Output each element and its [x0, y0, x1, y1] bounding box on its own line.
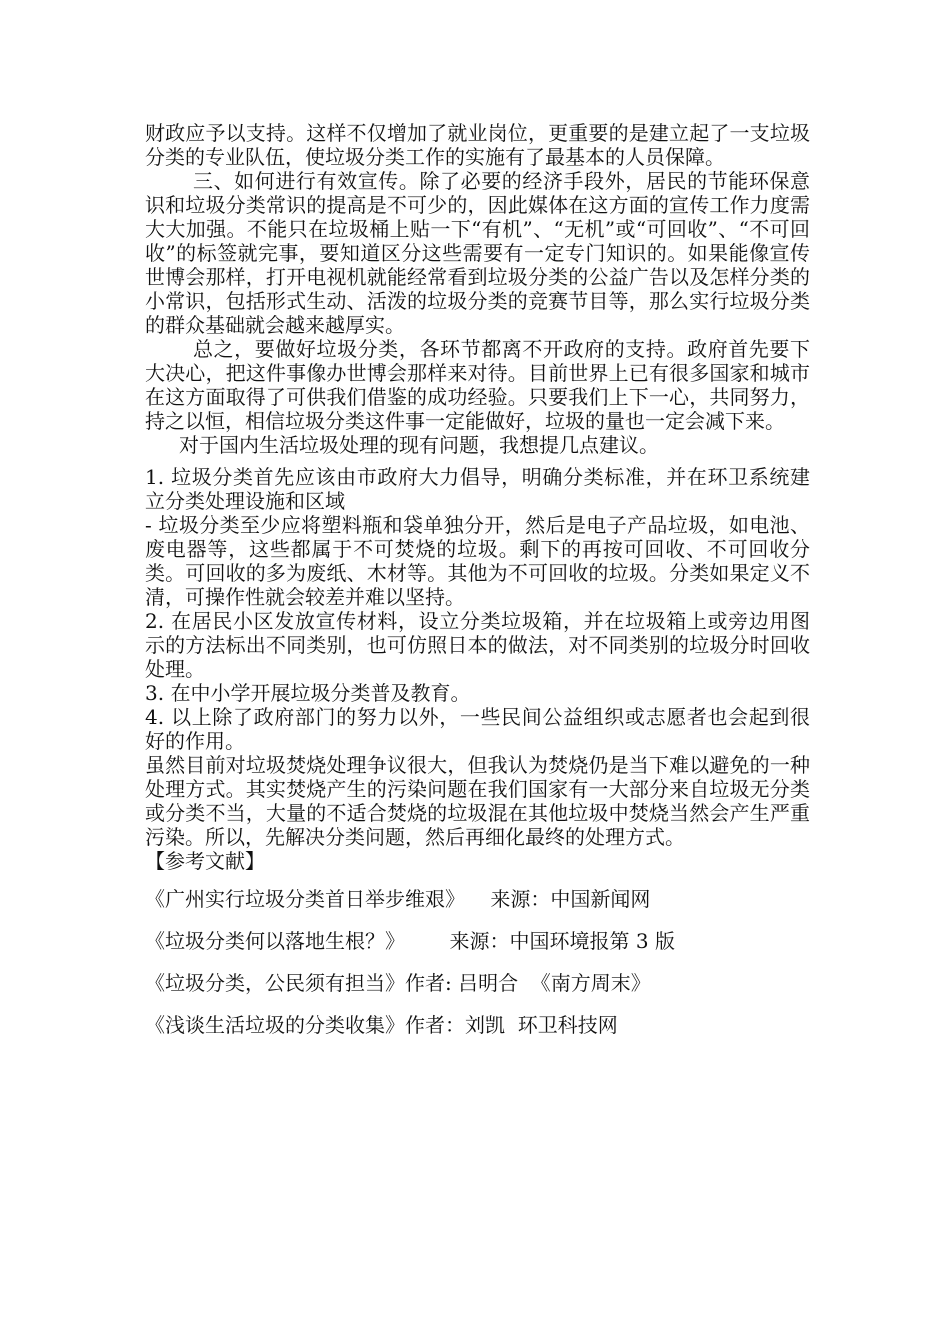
suggestion-4: 4. 以上除了政府部门的努力以外，一些民间公益组织或志愿者也会起到很好的作用。	[145, 705, 810, 753]
paragraph-funding: 财政应予以支持。这样不仅增加了就业岗位，更重要的是建立起了一支垃圾分类的专业队伍，使垃圾分类工作的实施有了最基本的人员保障。	[145, 121, 810, 169]
reference-item: 《垃圾分类，公民须有担当》作者: 吕明合 《南方周末》	[145, 971, 651, 995]
reference-item: 《浅谈生活垃圾的分类收集》作者：刘凯 环卫科技网	[145, 1013, 618, 1037]
references-heading: 【参考文献】	[145, 849, 265, 873]
paragraph-summary: 总之，要做好垃圾分类，各环节都离不开政府的支持。政府首先要下大决心，把这件事像办世博会那样来对待。目前世界上已有很多国家和城市在这方面取得了可供我们借鉴的成功经验。只要我们上下一心，共同努力，持之以恒，相信垃圾分类这件事一定能做好，垃圾的量也一定会减下来。	[145, 337, 810, 433]
paragraph-publicity: 三、如何进行有效宣传。除了必要的经济手段外，居民的节能环保意识和垃圾分类常识的提高是不可少的，因此媒体在这方面的宣传工作力度需大大加强。不能只在垃圾桶上贴一下“有机”、“无机”或“可回收”、“不可回收”的标签就完事，要知道区分这些需要有一定专门知识的。如果能像宣传世博会那样，打开电视机就能经常看到垃圾分类的公益广告以及怎样分类的小常识，包括形式生动、活泼的垃圾分类的竞赛节目等，那么实行垃圾分类的群众基础就会越来越厚实。	[145, 169, 810, 337]
reference-item: 《垃圾分类何以落地生根？》 来源：中国环境报第 3 版	[145, 929, 675, 953]
suggestion-1: 1. 垃圾分类首先应该由市政府大力倡导，明确分类标准，并在环卫系统建立分类处理设施和区域	[145, 465, 810, 513]
paragraph-suggestions-intro: 对于国内生活垃圾处理的现有问题，我想提几点建议。	[179, 433, 659, 457]
paragraph-incineration: 虽然目前对垃圾焚烧处理争议很大，但我认为焚烧仍是当下难以避免的一种处理方式。其实焚烧产生的污染问题在我们国家有一大部分来自垃圾无分类或分类不当，大量的不适合焚烧的垃圾混在其他垃圾中焚烧当然会产生严重污染。所以，先解决分类问题，然后再细化最终的处理方式。	[145, 753, 810, 849]
suggestion-3: 3. 在中小学开展垃圾分类普及教育。	[145, 681, 471, 705]
suggestion-2: 2. 在居民小区发放宣传材料，设立分类垃圾箱，并在垃圾箱上或旁边用图示的方法标出不同类别，也可仿照日本的做法，对不同类别的垃圾分时回收处理。	[145, 609, 810, 681]
reference-item: 《广州实行垃圾分类首日举步维艰》 来源：中国新闻网	[145, 887, 651, 911]
suggestion-1-detail: - 垃圾分类至少应将塑料瓶和袋单独分开，然后是电子产品垃圾，如电池、废电器等，这些都属于不可焚烧的垃圾。剩下的再按可回收、不可回收分类。可回收的多为废纸、木材等。其他为不可回收的垃圾。分类如果定义不清，可操作性就会较差并难以坚持。	[145, 513, 810, 609]
document-body	[145, 121, 810, 1055]
references-list	[145, 887, 810, 1037]
